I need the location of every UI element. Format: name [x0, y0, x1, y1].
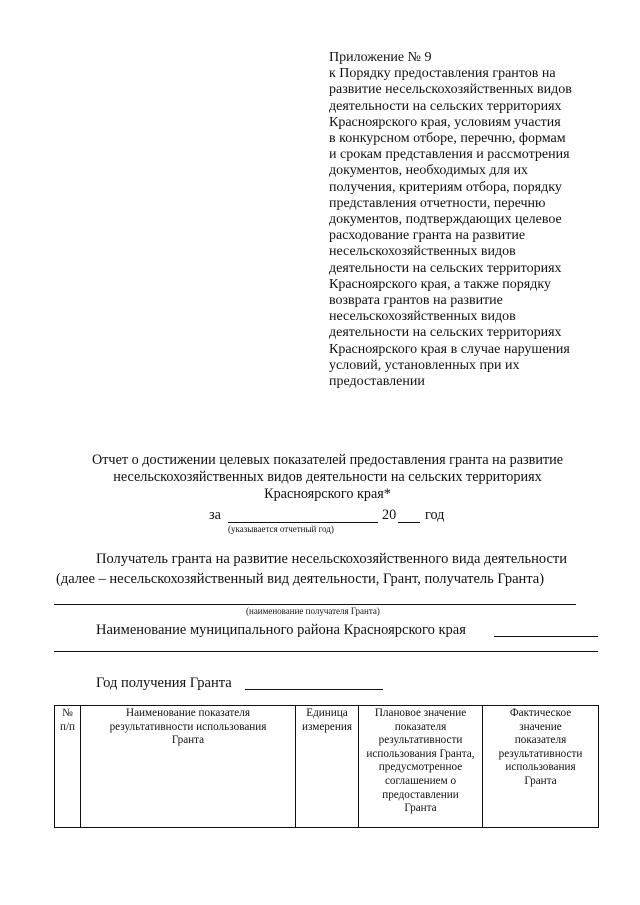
appendix-line: деятельности на сельских территориях	[329, 325, 562, 341]
header-actual-value: Фактическое значение показателя результативности использования Гранта	[483, 706, 599, 828]
grant-year-field[interactable]	[245, 689, 383, 690]
recipient-line: (далее – несельскохозяйственный вид деятельности, Грант, получатель Гранта)	[56, 571, 545, 587]
municipality-field[interactable]	[494, 636, 598, 637]
header-number: № п/п	[55, 706, 81, 828]
period-prefix: за	[209, 507, 221, 523]
appendix-line: документов, подтверждающих целевое	[329, 212, 562, 228]
header-indicator-name: Наименование показателя результативности использования Гранта	[81, 706, 296, 828]
appendix-line: Красноярского края, условиям участия	[329, 114, 561, 130]
appendix-line: представления отчетности, перечню	[329, 195, 546, 211]
appendix-line: к Порядку предоставления грантов на	[329, 66, 556, 82]
year-prefix: 20	[382, 507, 397, 523]
appendix-line: предоставлении	[329, 374, 425, 390]
recipient-hint: (наименование получателя Гранта)	[246, 606, 380, 616]
report-title-line: Красноярского края*	[264, 486, 391, 502]
indicators-table	[54, 705, 599, 828]
municipality-label: Наименование муниципального района Красноярского края	[96, 622, 466, 638]
recipient-name-field[interactable]	[54, 604, 576, 605]
appendix-heading: Приложение № 9	[329, 50, 432, 65]
appendix-block	[329, 50, 619, 390]
appendix-line: расходование гранта на развитие	[329, 228, 526, 244]
appendix-line: несельскохозяйственных видов	[329, 244, 516, 260]
appendix-line: несельскохозяйственных видов	[329, 309, 516, 325]
report-title-line: несельскохозяйственных видов деятельности на сельских территориях	[113, 469, 542, 485]
report-title-line: Отчет о достижении целевых показателей предоставления гранта на развитие	[91, 452, 563, 468]
appendix-line: развитие несельскохозяйственных видов	[329, 82, 572, 98]
period-hint: (указывается отчетный год)	[228, 524, 334, 534]
year-suffix: год	[425, 507, 445, 523]
appendix-line: Красноярского края, а также порядку	[329, 276, 551, 292]
appendix-line: получения, критериям отбора, порядку	[329, 179, 562, 195]
appendix-line: возврата грантов на развитие	[329, 293, 503, 309]
period-field[interactable]	[228, 522, 378, 523]
municipality-field-continued[interactable]	[54, 651, 598, 652]
appendix-line: в конкурсном отборе, перечню, формам	[329, 131, 566, 147]
year-field[interactable]	[398, 522, 420, 523]
report-title	[40, 452, 615, 503]
appendix-line: и срокам представления и рассмотрения	[329, 147, 570, 163]
appendix-line: деятельности на сельских территориях	[329, 98, 562, 114]
appendix-line: условий, установленных при их	[329, 357, 520, 373]
appendix-line: документов, необходимых для их	[329, 163, 528, 179]
grant-year-label: Год получения Гранта	[96, 675, 232, 691]
header-unit: Единица измерения	[296, 706, 359, 828]
header-planned-value: Плановое значение показателя результативности использования Гранта, предусмотренное соглашением о предоставлении Гранта	[359, 706, 483, 828]
appendix-line: деятельности на сельских территориях	[329, 260, 562, 276]
table-header-row	[55, 706, 599, 828]
recipient-line: Получатель гранта на развитие несельскохозяйственного вида деятельности	[96, 551, 568, 567]
appendix-line: Красноярского края в случае нарушения	[329, 341, 570, 357]
